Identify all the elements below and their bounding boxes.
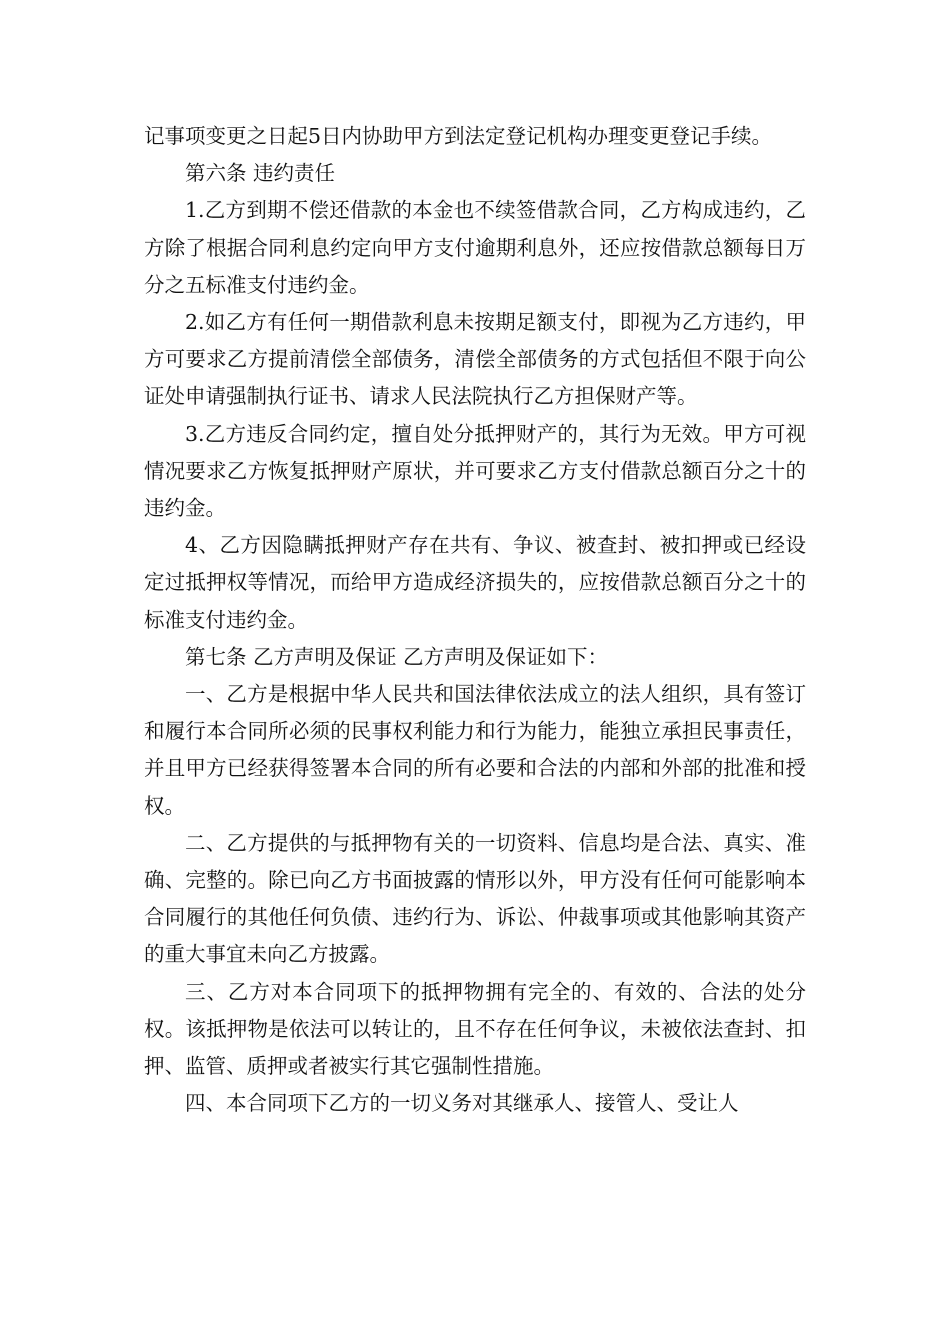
paragraph-clause-7-1: 一、乙方是根据中华人民共和国法律依法成立的法人组织，具有签订和履行本合同所必须的民事权利能力和行为能力，能独立承担民事责任，并且甲方已经获得签署本合同的所有必要和合法的内部和外部的批准和授权。 — [144, 682, 806, 818]
section-heading-article-6: 第六条 违约责任 — [185, 161, 336, 186]
section-heading-article-7: 第七条 乙方声明及保证 乙方声明及保证如下： — [185, 644, 609, 669]
paragraph-clause-6-4: 4、乙方因隐瞒抵押财产存在共有、争议、被查封、被扣押或已经设定过抵押权等情况，而给甲方造成经济损失的，应按借款总额百分之十的标准支付违约金。 — [144, 533, 806, 632]
paragraph-clause-6-1: 1.乙方到期不偿还借款的本金也不续签借款合同，乙方构成违约，乙方除了根据合同利息约定向甲方支付逾期利息外，还应按借款总额每日万分之五标准支付违约金。 — [144, 198, 806, 297]
paragraph-clause-6-3: 3.乙方违反合同约定，擅自处分抵押财产的，其行为无效。甲方可视情况要求乙方恢复抵押财产原状，并可要求乙方支付借款总额百分之十的违约金。 — [144, 421, 806, 521]
paragraph-clause-7-3: 三、乙方对本合同项下的抵押物拥有完全的、有效的、合法的处分权。该抵押物是依法可以转让的，且不存在任何争议，未被依法查封、扣押、监管、质押或者被实行其它强制性措施。 — [144, 979, 806, 1079]
document-body — [144, 118, 806, 1122]
paragraph-clause-7-4: 四、本合同项下乙方的一切义务对其继承人、接管人、受让人 — [185, 1091, 739, 1116]
paragraph-clause-6-2: 2.如乙方有任何一期借款利息未按期足额支付，即视为乙方违约，甲方可要求乙方提前清偿全部债务，清偿全部债务的方式包括但不限于向公证处申请强制执行证书、请求人民法院执行乙方担保财产等。 — [144, 310, 806, 409]
paragraph-clause-7-2: 二、乙方提供的与抵押物有关的一切资料、信息均是合法、真实、准确、完整的。除已向乙方书面披露的情形以外，甲方没有任何可能影响本合同履行的其他任何负债、违约行为、诉讼、仲裁事项或其他影响其资产的重大事宜未向乙方披露。 — [144, 830, 806, 967]
paragraph-continuation: 记事项变更之日起5日内协助甲方到法定登记机构办理变更登记手续。 — [144, 124, 773, 148]
